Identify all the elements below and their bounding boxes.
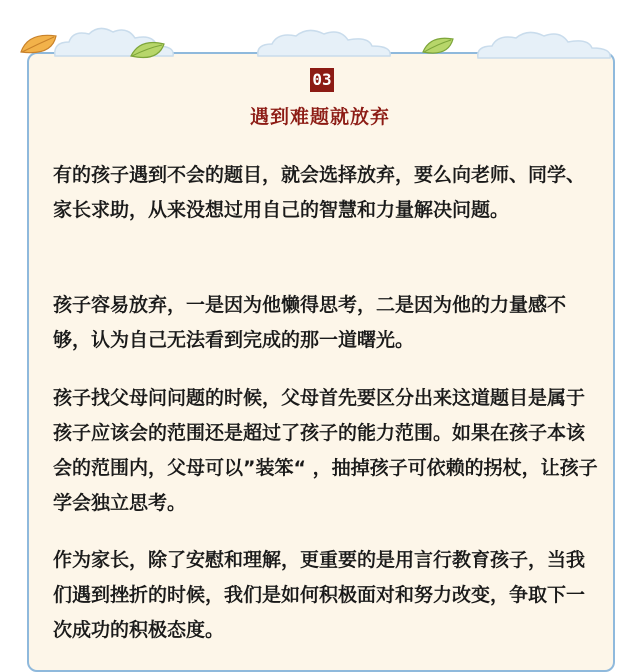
leaf-icon-green-left: [128, 38, 168, 64]
paragraph-3: 孩子找父母问问题的时候，父母首先要区分出来这道题目是属于孩子应该会的范围还是超过了孩子的能力范围。如果在孩子本该会的范围内，父母可以”装笨“ ，抽掉孩子可依赖的拐杖，让孩子学会独立思考。: [53, 387, 598, 514]
section-number-badge: 03: [310, 68, 334, 92]
cloud-decoration-center: [250, 24, 400, 60]
paragraph-2: 孩子容易放弃，一是因为他懒得思考，二是因为他的力量感不够，认为自己无法看到完成的那一道曙光。: [53, 294, 567, 351]
cloud-decoration-right: [470, 26, 620, 62]
paragraph-1: 有的孩子遇到不会的题目，就会选择放弃，要么向老师、同学、家长求助，从来没想过用自己的智慧和力量解决问题。: [53, 164, 586, 221]
leaf-icon-green-right: [420, 34, 456, 60]
section-title: 遇到难题就放弃: [249, 106, 390, 128]
paragraph-4: 作为家长，除了安慰和理解，更重要的是用言行教育孩子，当我们遇到挫折的时候，我们是如何积极面对和努力改变，争取下一次成功的积极态度。: [53, 549, 586, 641]
leaf-icon-orange: [18, 30, 60, 60]
